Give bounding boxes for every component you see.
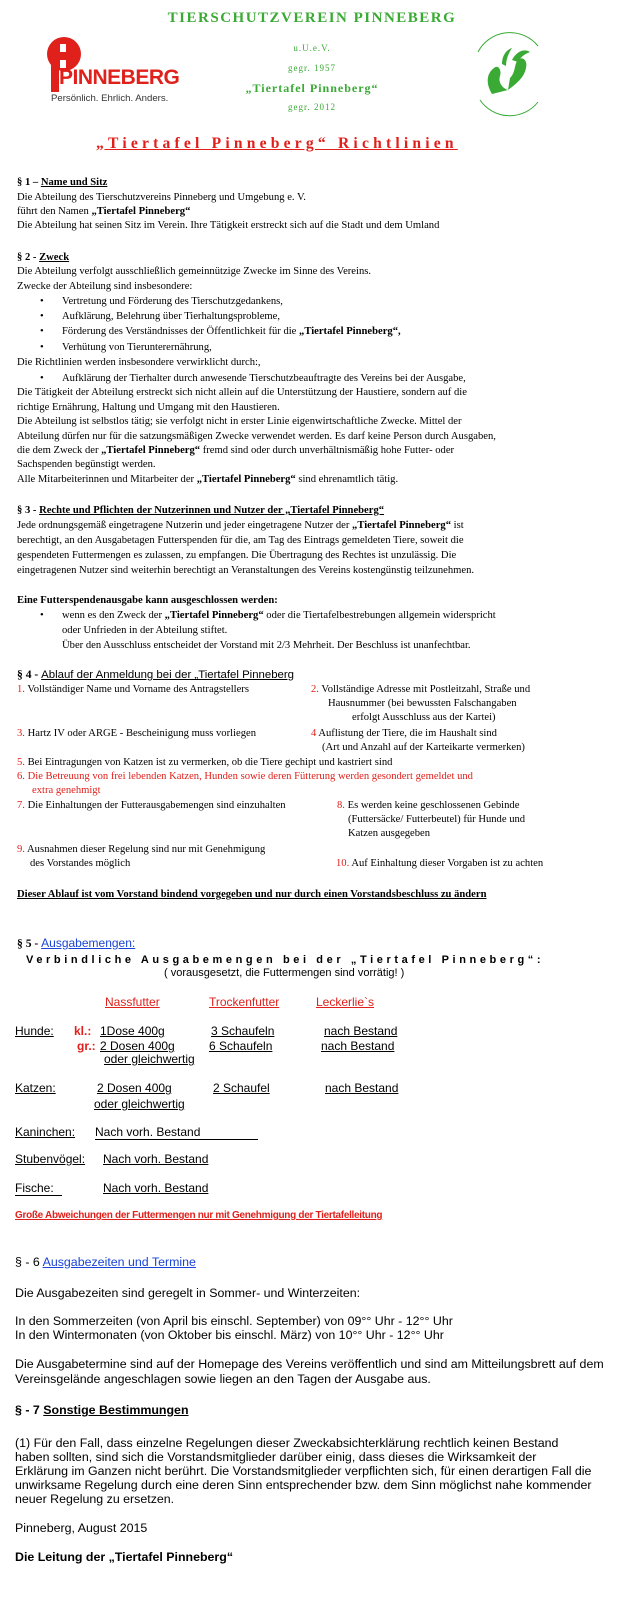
section-3-line-4: eingetragenen Nutzer sind weiterhin berechtigt an Veranstaltungen des Vereins kostengünstig teilzunehmen. bbox=[17, 565, 475, 576]
section-4-number: § 4 - bbox=[17, 668, 42, 681]
katzen-alternative: oder gleichwertig bbox=[94, 1097, 185, 1111]
section-7-line-4: unwirksame Regelung durch eine deren Sinn entsprechender bzw. dem Sinn möglichst nahe kommender bbox=[15, 1478, 592, 1492]
s4-item-1 bbox=[17, 683, 249, 697]
section-1-heading bbox=[17, 176, 107, 190]
s4-item-10-text: Auf Einhaltung dieser Vorgaben ist zu achten bbox=[349, 858, 544, 869]
hunde-kl-trocken: 3 Schaufeln bbox=[211, 1024, 275, 1038]
section-5-heading bbox=[17, 936, 135, 951]
s4-item-3-text: Hartz IV oder ARGE - Bescheinigung muss vorliegen bbox=[24, 728, 257, 739]
section-3-line-1-name: „Tiertafel Pinneberg“ bbox=[352, 520, 451, 531]
header-founded-2012: gegr. 2012 bbox=[288, 102, 336, 112]
section-2-line-2: Zwecke der Abteilung sind insbesondere: bbox=[17, 281, 193, 292]
s4-item-8-num: 8. bbox=[337, 800, 345, 811]
s4-item-4-line-2: (Art und Anzahl auf der Karteikarte vermerken) bbox=[322, 742, 525, 753]
header-founded-1957: gegr. 1957 bbox=[288, 63, 336, 73]
stubenvoegel-value: Nach vorh. Bestand bbox=[103, 1152, 209, 1166]
s4-item-7 bbox=[17, 799, 286, 813]
section-5-number: § 5 - bbox=[17, 937, 42, 950]
section-2-line-1: Die Abteilung verfolgt ausschließlich gemeinnützige Zwecke im Sinne des Vereins. bbox=[17, 266, 372, 277]
column-nassfutter: Nassfutter bbox=[105, 995, 160, 1009]
s4-item-6-num: 6. bbox=[17, 771, 25, 782]
s4-item-7-num: 7. bbox=[17, 800, 25, 811]
section-2-bullet-3 bbox=[62, 325, 401, 339]
section-3-line-1-c: ist bbox=[451, 520, 464, 531]
stubenvoegel-label: Stubenvögel: bbox=[15, 1152, 86, 1166]
section-2-line-8 bbox=[17, 444, 454, 458]
section-1-title: Name und Sitz bbox=[40, 177, 108, 188]
header-tiertafel: „Tiertafel Pinneberg“ bbox=[245, 81, 379, 95]
section-2-line-3: Die Richtlinien werden insbesondere verwirklicht durch:, bbox=[17, 357, 261, 368]
hunde-label: Hunde: bbox=[15, 1024, 54, 1038]
hunde-kl-label: kl.: bbox=[74, 1024, 92, 1038]
katzen-nass: 2 Dosen 400g bbox=[97, 1081, 172, 1095]
section-7-number: § - 7 bbox=[15, 1403, 44, 1417]
s4-item-1-text: Vollständiger Name und Vorname des Antragstellers bbox=[24, 684, 249, 695]
s4-item-2-num: 2. bbox=[311, 684, 319, 695]
s4-item-8 bbox=[337, 799, 519, 813]
section-6-line-1: Die Ausgabezeiten sind geregelt in Sommer- und Winterzeiten: bbox=[15, 1286, 361, 1300]
section-2-bullet-3-text: Förderung des Verständnisses der Öffentlichkeit für die bbox=[62, 326, 300, 337]
section-2-line-9: Sachspenden begünstigt werden. bbox=[17, 459, 156, 470]
section-5-note: ( vorausgesetzt, die Futtermengen sind vorrätig! ) bbox=[164, 967, 405, 979]
section-2-line-10-a: Alle Mitarbeiterinnen und Mitarbeiter der bbox=[17, 474, 197, 485]
signature-line: Die Leitung der „Tiertafel Pinneberg“ bbox=[15, 1550, 234, 1564]
section-7-line-2: haben sollten, sind sich die Vorstandsmitglieder darüber einig, dass dieses die Wirksamkeit der bbox=[15, 1450, 537, 1464]
s4-item-9-num: 9. bbox=[17, 844, 25, 855]
s4-item-4-num: 4 bbox=[311, 728, 317, 739]
s4-item-6-line-2: extra genehmigt bbox=[32, 785, 101, 796]
section-2-line-8-name: „Tiertafel Pinneberg“ bbox=[101, 445, 201, 456]
s4-item-7-text: Die Einhaltungen der Futterausgabemengen sind einzuhalten bbox=[24, 800, 286, 811]
hunde-gr-alternative: oder gleichwertig bbox=[104, 1052, 195, 1066]
s4-item-5-text: Bei Eintragungen von Katzen ist zu vermerken, ob die Tiere gechipt und kastriert sind bbox=[24, 757, 393, 768]
fische-value: Nach vorh. Bestand bbox=[103, 1181, 209, 1195]
section-2-bullet-1: • Vertretung und Förderung des Tierschutzgedankens, bbox=[62, 295, 283, 309]
section-2-line-8-a: die dem Zweck der bbox=[17, 445, 102, 456]
s4-item-8-line-3: Katzen ausgegeben bbox=[348, 828, 431, 839]
section-2-line-5: richtige Ernährung, Haltung und Umgang mit den Haustieren. bbox=[17, 402, 280, 413]
section-2-bullet-3-name: „Tiertafel Pinneberg“, bbox=[299, 326, 401, 337]
section-1-tiertafel-name: „Tiertafel Pinneberg“ bbox=[91, 206, 191, 217]
section-3-exclusion-line-2: oder Unfrieden in der Abteilung stiftet. bbox=[62, 625, 228, 636]
s4-item-6 bbox=[17, 770, 473, 784]
section-2-line-4: Die Tätigkeit der Abteilung erstreckt sich nicht allein auf die Unterstützung der Haustiere, sondern auf die bbox=[17, 387, 467, 398]
s4-item-2 bbox=[311, 683, 530, 697]
tierschutzverein-seal bbox=[468, 30, 550, 122]
section-6-heading bbox=[15, 1255, 196, 1269]
section-2-line-10-name: „Tiertafel Pinneberg“ bbox=[196, 474, 296, 485]
section-6-line-4: Die Ausgabetermine sind auf der Homepage des Vereins veröffentlich und sind am Mitteilungsbrett auf dem bbox=[15, 1357, 604, 1371]
section-2-line-10 bbox=[17, 473, 398, 487]
s4-item-2-line-3: erfolgt Ausschluss aus der Kartei) bbox=[352, 712, 496, 723]
s4-item-3 bbox=[17, 727, 256, 741]
section-3-number: § 3 - bbox=[17, 505, 40, 516]
section-5-subtitle: Verbindliche Ausgabemengen bei der „Tiertafel Pinneberg“: bbox=[26, 954, 545, 966]
section-7-title: Sonstige Bestimmungen bbox=[43, 1403, 189, 1417]
section-3-heading bbox=[17, 504, 384, 518]
document-title: „Tiertafel Pinneberg“ Richtlinien bbox=[96, 135, 458, 152]
column-leckerlies: Leckerlie`s bbox=[316, 995, 375, 1009]
s4-item-3-num: 3. bbox=[17, 728, 25, 739]
katzen-label: Katzen: bbox=[15, 1081, 56, 1095]
section-2-bullet-2: • Aufklärung, Belehrung über Tierhaltungsprobleme, bbox=[62, 310, 280, 324]
s4-item-9 bbox=[17, 843, 265, 857]
section-3-exclusion-a: wenn es den Zweck der bbox=[62, 610, 165, 621]
s4-item-9-line-2: des Vorstandes möglich bbox=[30, 858, 131, 869]
s4-item-2-text: Vollständige Adresse mit Postleitzahl, Straße und bbox=[318, 684, 531, 695]
section-7-heading bbox=[15, 1403, 189, 1417]
org-title: TIERSCHUTZVEREIN PINNEBERG bbox=[167, 10, 457, 26]
section-2-title: Zweck bbox=[39, 252, 70, 263]
section-2-line-6: Die Abteilung ist selbstlos tätig; sie verfolgt nicht in erster Linie eigenwirtschaftliche Zwecke. Mittel der bbox=[17, 416, 462, 427]
section-2-line-10-c: sind ehrenamtlich tätig. bbox=[295, 474, 399, 485]
s4-item-4-text: Auflistung der Tiere, die im Haushalt sind bbox=[316, 728, 497, 739]
section-3-exclusion-heading: Eine Futterspendenausgabe kann ausgeschlossen werden: bbox=[17, 595, 278, 606]
tierschutzverein-seal-icon bbox=[468, 30, 550, 122]
s4-item-1-num: 1. bbox=[17, 684, 25, 695]
column-trockenfutter: Trockenfutter bbox=[209, 995, 280, 1009]
section-3-line-2: berechtigt, an den Ausgabetagen Futterspenden für die, am Tag des Eintrags gemeldeten Tiere, soweit die bbox=[17, 535, 464, 546]
section-6-line-5: Vereinsgelände angeschlagen sowie liegen an den Tagen der Ausgabe aus. bbox=[15, 1372, 431, 1386]
header-uev: u.U.e.V. bbox=[293, 43, 331, 53]
section-2-number: § 2 - bbox=[17, 252, 40, 263]
section-2-line-7: Abteilung dürfen nur für die satzungsmäßigen Zwecke verwendet werden. Es darf keine Person durch Ausgaben, bbox=[17, 431, 496, 442]
section-4-heading bbox=[17, 668, 294, 682]
s4-item-2-line-2: Hausnummer (bei bewussten Falschangaben bbox=[328, 698, 517, 709]
logo-slogan: Persönlich. Ehrlich. Anders. bbox=[51, 93, 169, 104]
section-1-number: § 1 – bbox=[17, 177, 41, 188]
kaninchen-label: Kaninchen: bbox=[15, 1125, 76, 1139]
section-4-closing: Dieser Ablauf ist vom Vorstand bindend vorgegeben und nur durch einen Vorstandsbeschluss zu ändern bbox=[17, 889, 487, 900]
section-2-bullet-5: • Aufklärung der Tierhalter durch anwesende Tierschutzbeauftragte des Vereins bei der Ausgabe, bbox=[62, 372, 466, 386]
s4-item-10 bbox=[336, 857, 543, 871]
section-3-line-1-a: Jede ordnungsgemäß eingetragene Nutzerin und jeder eingetragene Nutzer der bbox=[17, 520, 353, 531]
section-5-title: Ausgabemengen: bbox=[41, 936, 136, 950]
section-1-line-3: Die Abteilung hat seinen Sitz im Verein. Ihre Tätigkeit erstreckt sich auf die Stadt und dem Umland bbox=[17, 220, 440, 231]
hunde-gr-label: gr.: bbox=[77, 1039, 96, 1053]
section-3-exclusion-c: oder die Tiertafelbestrebungen allgemein widerspricht bbox=[263, 610, 496, 621]
katzen-trocken: 2 Schaufel bbox=[213, 1081, 270, 1095]
hunde-kl-nass: 1Dose 400g bbox=[100, 1024, 165, 1038]
section-3-exclusion-line-3: Über den Ausschluss entscheidet der Vorstand mit 2/3 Mehrheit. Der Beschluss ist unanfechtbar. bbox=[62, 640, 471, 651]
katzen-leckerlie: nach Bestand bbox=[325, 1081, 399, 1095]
section-3-line-1 bbox=[17, 519, 464, 533]
section-6-title: Ausgabezeiten und Termine bbox=[42, 1255, 196, 1269]
section-2-heading bbox=[17, 251, 69, 265]
section-7-line-3: Erklärung im Ganzen nicht berührt. Die Vorstandsmitglieder verpflichten sich, für einen derartigen Fall die bbox=[15, 1464, 592, 1478]
s4-item-5 bbox=[17, 756, 392, 770]
s4-item-8-text: Es werden keine geschlossenen Gebinde bbox=[344, 800, 520, 811]
hunde-gr-leckerlie: nach Bestand bbox=[321, 1039, 395, 1053]
place-date: Pinneberg, August 2015 bbox=[15, 1521, 148, 1535]
section-6-number: § - 6 bbox=[15, 1255, 43, 1269]
section-2-bullet-4: • Verhütung von Tierunterernährung, bbox=[62, 341, 212, 355]
fische-label: Fische: bbox=[15, 1181, 62, 1196]
section-6-summer: In den Sommerzeiten (von April bis einschl. September) von 09°° Uhr - 12°° Uhr bbox=[15, 1314, 453, 1328]
section-3-line-3: gespendeten Futtermengen es zulassen, zu empfangen. Die Übertragung des Rechtes ist unzulässig. Die bbox=[17, 550, 457, 561]
section-4-title: Ablauf der Anmeldung bei der „Tiertafel Pinneberg bbox=[41, 669, 295, 681]
section-1-line-2-text: führt den Namen bbox=[17, 206, 92, 217]
section-6-winter: In den Wintermonaten (von Oktober bis einschl. März) von 10°° Uhr - 12°° Uhr bbox=[15, 1328, 444, 1342]
hunde-gr-trocken: 6 Schaufeln bbox=[209, 1039, 273, 1053]
section-7-line-1: (1) Für den Fall, dass einzelne Regelungen dieser Zweckabsichterklärung rechtlich keinen Bestand bbox=[15, 1436, 559, 1450]
section-1-line-2 bbox=[17, 205, 190, 219]
s4-item-4 bbox=[311, 727, 497, 741]
hunde-gr-nass: 2 Dosen 400g bbox=[100, 1039, 175, 1053]
s4-item-8-line-2: (Futtersäcke/ Futterbeutel) für Hunde und bbox=[348, 814, 526, 825]
section-7-line-5: neuer Regelung zu ersetzen. bbox=[15, 1492, 175, 1506]
section-3-exclusion-item bbox=[62, 609, 496, 623]
section-1-line-1: Die Abteilung des Tierschutzvereins Pinneberg und Umgebung e. V. bbox=[17, 192, 306, 203]
s4-item-9-text: Ausnahmen dieser Regelung sind nur mit Genehmigung bbox=[24, 844, 266, 855]
section-3-title: Rechte und Pflichten der Nutzerinnen und Nutzer der „Tiertafel Pinneberg“ bbox=[39, 505, 385, 516]
section-2-line-8-c: fremd sind oder durch unverhältnismäßig hohe Futter- oder bbox=[200, 445, 455, 456]
section-5-warning: Große Abweichungen der Futtermengen nur mit Genehmigung der Tiertafelleitung bbox=[15, 1210, 383, 1221]
s4-item-5-num: 5. bbox=[17, 757, 25, 768]
logo-text: PINNEBERG bbox=[59, 66, 180, 89]
section-3-exclusion-name: „Tiertafel Pinneberg“ bbox=[164, 610, 264, 621]
kaninchen-value: Nach vorh. Bestand bbox=[95, 1125, 258, 1140]
s4-item-6-text: Die Betreuung von frei lebenden Katzen, Hunden sowie deren Fütterung werden gesondert gemeldet und bbox=[24, 771, 473, 782]
s4-item-10-num: 10. bbox=[336, 858, 350, 869]
hunde-kl-leckerlie: nach Bestand bbox=[324, 1024, 398, 1038]
